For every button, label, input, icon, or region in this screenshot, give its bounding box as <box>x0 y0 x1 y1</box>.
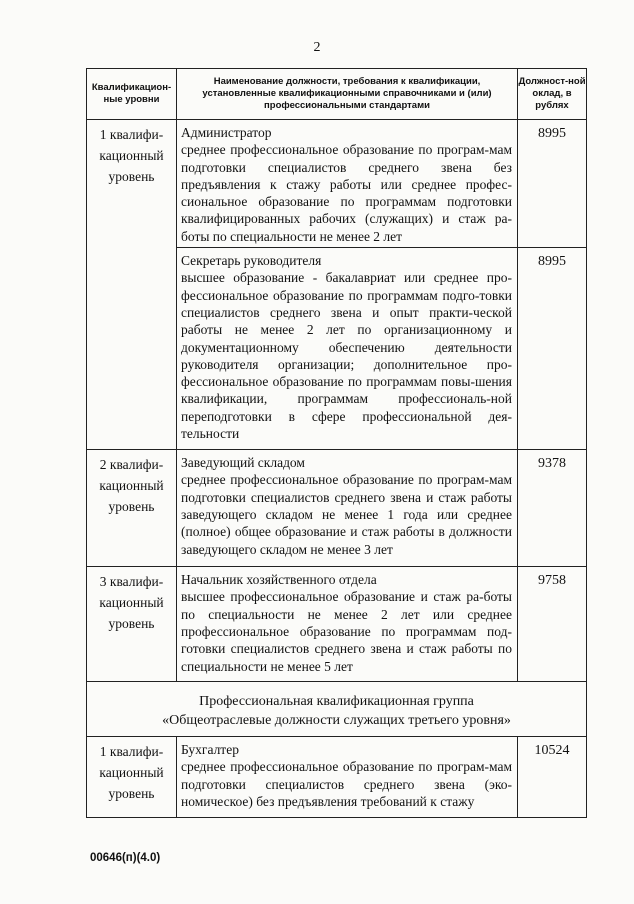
position-requirements: среднее профессиональное образование по програм-мам подготовки специалистов среднего звена и стаж работы заведующего складом не менее 1 года или среднее (полное) общее образование и стаж работы в должности заведующего складом не менее 3 лет <box>181 472 512 557</box>
salary-cell: 8995 <box>518 248 587 450</box>
position-requirements: высшее профессиональное образование и стаж ра-боты по специальности не менее 2 лет или среднее профессиональное образование по программам под-готовки специалистов среднего звена и стаж работы по специальности не менее 5 лет <box>181 589 512 674</box>
header-levels: Квалификацион-ные уровни <box>87 69 177 120</box>
position-cell <box>177 248 518 450</box>
position-requirements: среднее профессиональное образование по програм-мам подготовки специалистов среднего звена (эко-номическое) без предъявления требований к стажу <box>181 759 512 809</box>
document-code: 00646(п)(4.0) <box>90 852 161 864</box>
salary-cell: 8995 <box>518 120 587 248</box>
position-title: Начальник хозяйственного отдела <box>181 572 377 588</box>
group-title: Профессиональная квалификационная группа <box>199 694 474 710</box>
group-row <box>87 682 587 737</box>
salary-cell: 9758 <box>518 567 587 682</box>
table-row <box>87 450 587 567</box>
table-header-row <box>87 69 587 120</box>
page-number: 2 <box>313 40 321 55</box>
position-title: Секретарь руководителя <box>181 253 322 269</box>
salary-cell: 9378 <box>518 450 587 567</box>
table-row <box>87 737 587 818</box>
group-subtitle: «Общеотраслевые должности служащих третьего уровня» <box>162 713 511 729</box>
position-cell <box>177 450 518 567</box>
level-cell: 1 квалифи-кационный уровень <box>87 737 177 818</box>
position-requirements: среднее профессиональное образование по програм-мам подготовки специалистов среднего звена без предъявления к стажу работы или среднее профес-сиональное образование по программам подготовки квалифицированных рабочих (служащих) и стаж ра-боты по специальности не менее 2 лет <box>181 142 512 244</box>
position-title: Администратор <box>181 125 272 140</box>
level-cell: 2 квалифи-кационный уровень <box>87 450 177 567</box>
position-cell <box>177 120 518 248</box>
table-row <box>87 120 587 248</box>
header-position: Наименование должности, требования к квалификации, установленные квалификационными справочниками и (или) профессиональными стандартами <box>177 69 518 120</box>
position-title: Бухгалтер <box>181 742 239 758</box>
position-requirements: высшее образование - бакалавриат или среднее про-фессиональное образование по программам подго-товки специалистов среднего звена и опыт практи-ческой работы не менее 2 лет по организационному и документационному обеспечению деятельности руководителя организации; дополнительное про-фессиональное образование по программам повы-шения квалификации, программам профессиональ-ной переподготовки в сфере профессиональной дея-тельности <box>181 270 512 442</box>
position-cell <box>177 567 518 682</box>
table-row <box>87 567 587 682</box>
level-cell: 1 квалифи-кационный уровень <box>87 120 177 450</box>
salary-cell: 10524 <box>518 737 587 818</box>
level-cell: 3 квалифи-кационный уровень <box>87 567 177 682</box>
header-salary: Должност-ной оклад, в рублях <box>518 69 587 120</box>
position-cell <box>177 737 518 818</box>
position-title: Заведующий складом <box>181 455 305 471</box>
qualification-table <box>86 68 587 818</box>
qualification-group-heading <box>87 682 587 737</box>
